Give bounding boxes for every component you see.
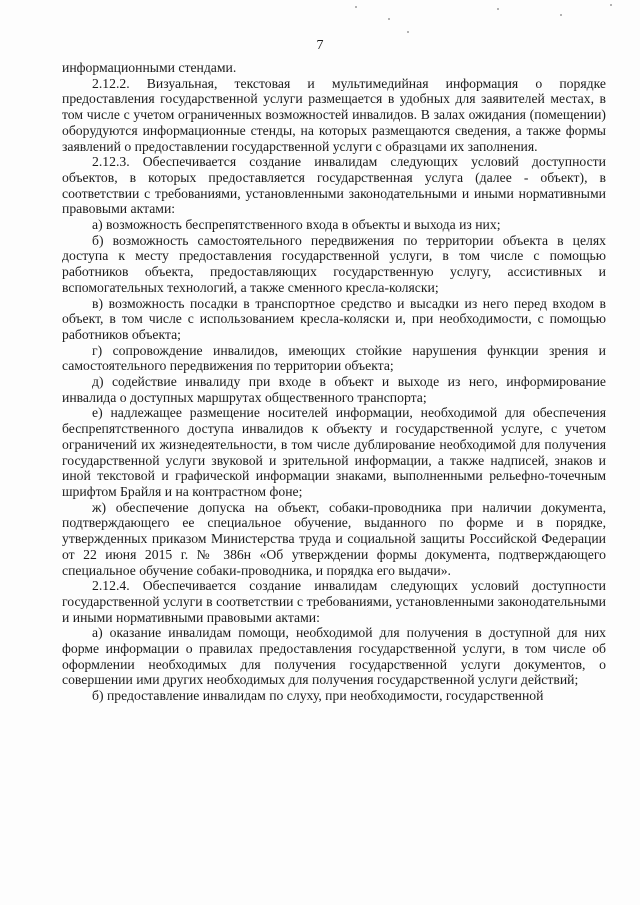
scan-speck [355, 6, 357, 8]
list-item-2-12-3-g: г) сопровождение инвалидов, имеющих стойкие нарушения функции зрения и самостоятельного передвижения по территории объекта; [62, 342, 606, 374]
list-item-2-12-3-zh: ж) обеспечение допуска на объект, собаки-проводника при наличии документа, подтверждающего ее специальное обучение, выданного по форме и в порядке, утвержденных приказом Министерства труда и социальной защиты Российской Федерации от 22 июня 2015 г. № 386н «Об утверждении формы документа, подтверждающего специальное обучение собаки-проводника, и порядка его выдачи». [62, 499, 606, 578]
list-item-2-12-4-b: б) предоставление инвалидам по слуху, при необходимости, государственной [92, 688, 544, 704]
list-item-2-12-3-d: д) содействие инвалиду при входе в объект и выходе из него, информирование инвалида о доступных маршрутах общественного транспорта; [62, 374, 606, 405]
page-number: 7 [316, 38, 324, 53]
paragraph-2-12-3: 2.12.3. Обеспечивается создание инвалидам следующих условий доступности объектов, в которых предоставляется государственная услуга (далее - объект), в соответствии с требованиями, установленными законодательными и иными нормативными правовыми актами: [62, 154, 606, 217]
list-item-2-12-4-a: а) оказание инвалидам помощи, необходимой для получения в доступной для них форме информации о правилах предоставления государственной услуги, в том числе об оформлении необходимых для получения государственной услуги документов, о совершении ими других необходимых для получения государственной услуги действий; [62, 625, 606, 688]
paragraph-2-12-4: 2.12.4. Обеспечивается создание инвалидам следующих условий доступности государственной услуги в соответствии с требованиями, установленными законодательными и иными нормативными правовыми актами: [62, 578, 606, 625]
list-item-2-12-3-e: е) надлежащее размещение носителей информации, необходимой для обеспечения беспрепятственного доступа инвалидов к объекту и государственной услуге, с учетом ограничений их жизнедеятельности, в том числе дублирование необходимой для получения государственной услуги звуковой и зрительной информации, а также надписей, знаков и иной текстовой и графической информации знаками, выполненными рельефно-точечным шрифтом Брайля и на контрастном фоне; [62, 405, 606, 499]
scan-speck [497, 8, 499, 10]
list-item-2-12-3-b: б) возможность самостоятельного передвижения по территории объекта в целях доступа к месту предоставления государственной услуги, в том числе с помощью работников объекта, предоставляющих государственную услугу, ассистивных и вспомогательных технологий, а также сменного кресла-коляски; [62, 232, 606, 295]
paragraph-2-12-2: 2.12.2. Визуальная, текстовая и мультимедийная информация о порядке предоставления государственной услуги размещается в удобных для заявителей местах, в том числе с учетом ограниченных возможностей инвалидов. В залах ожидания (помещении) оборудуются информационные стенды, на которых размещаются сведения, а также формы заявлений о предоставлении государственной услуги с образцами их заполнения. [62, 75, 606, 154]
scan-speck [610, 4, 612, 6]
document-body [62, 60, 606, 704]
list-item-2-12-3-v: в) возможность посадки в транспортное средство и высадки из него перед входом в объект, в том числе с использованием кресла-коляски и, при необходимости, с помощью работников объекта; [62, 295, 606, 342]
scan-speck [388, 18, 390, 20]
scan-speck [560, 14, 562, 16]
scan-speck [407, 31, 409, 33]
paragraph-continuation: информационными стендами. [62, 60, 237, 75]
list-item-2-12-3-a: а) возможность беспрепятственного входа в объекты и выхода из них; [92, 217, 501, 233]
